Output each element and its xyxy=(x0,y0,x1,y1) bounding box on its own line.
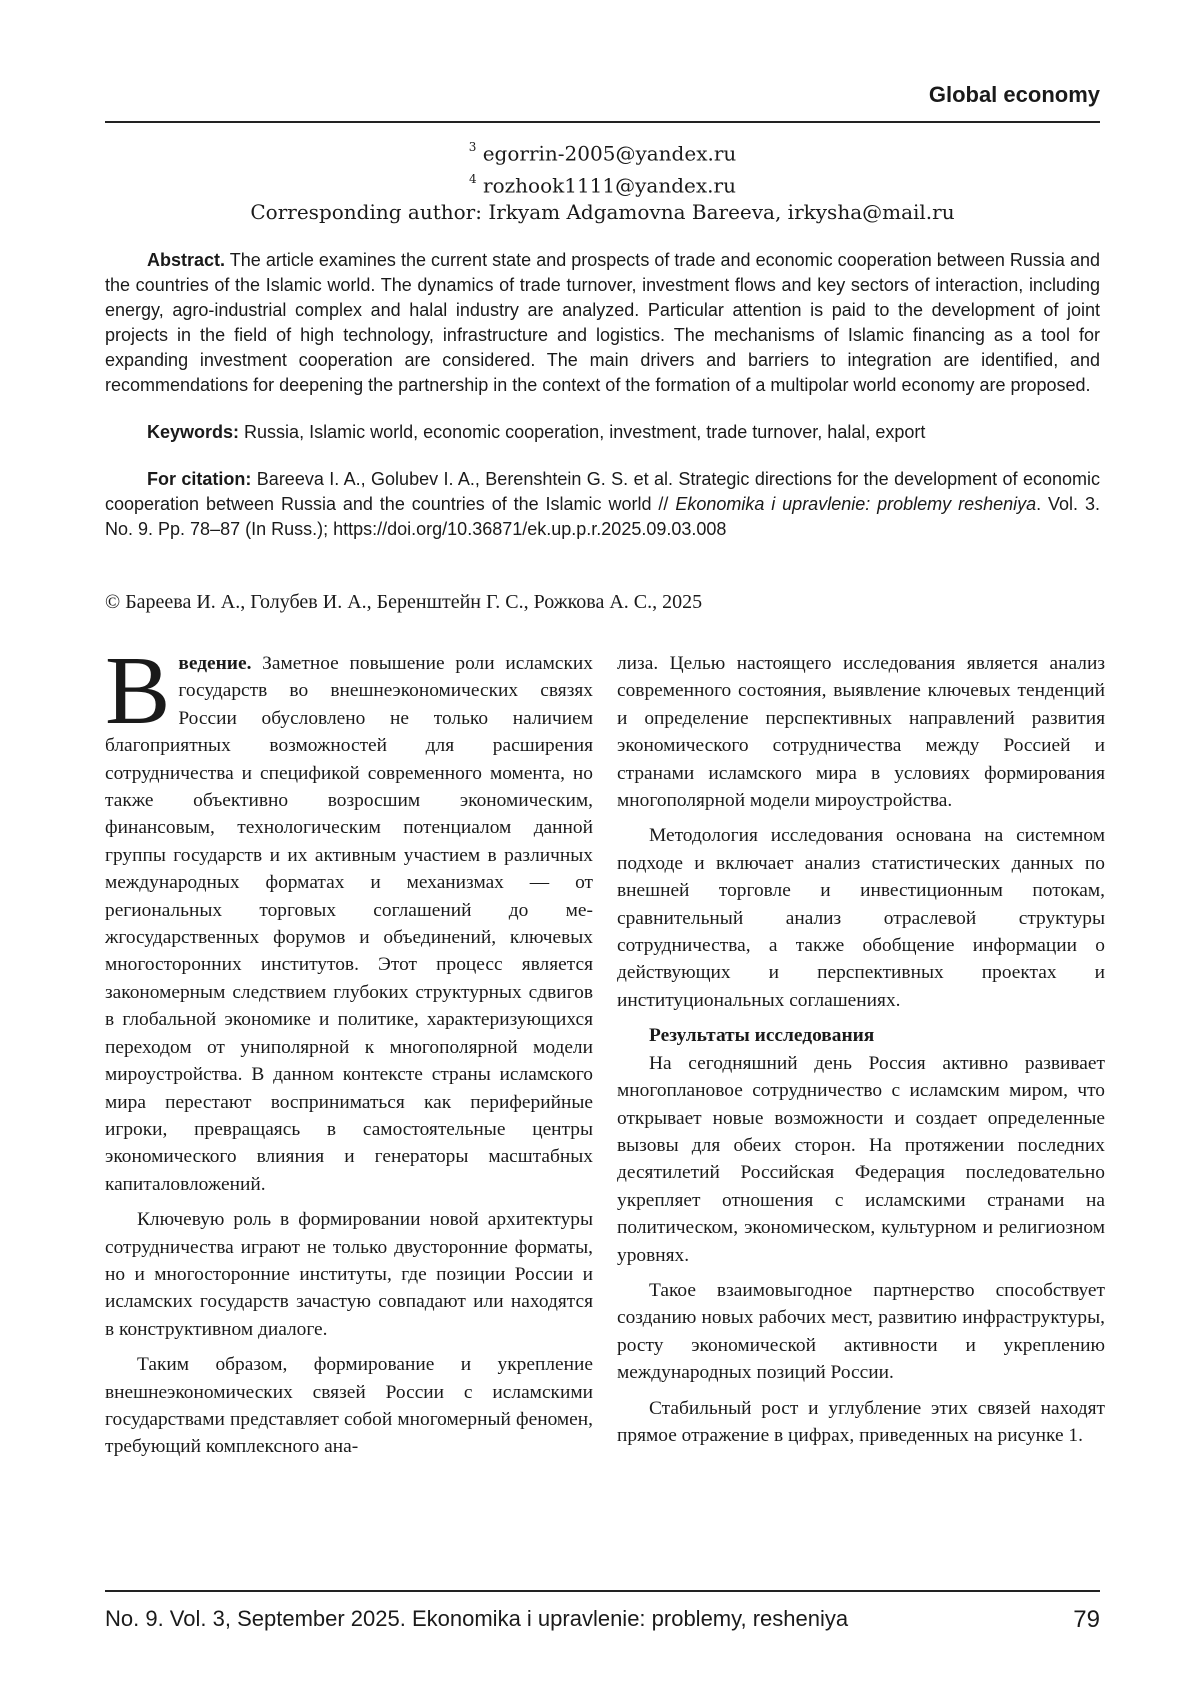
contact-block xyxy=(105,136,1100,226)
journal-info: No. 9. Vol. 3, September 2025. Ekonomika i upravlenie: problemy, resheniya xyxy=(105,1606,849,1631)
email-line-4 xyxy=(105,168,1100,200)
email-line-3 xyxy=(105,136,1100,168)
citation-text: Bareeva I. A., Golubev I. A., Berenshtein G. S. et al. Strategic directions for the development of economic cooperation between Russia and the countries of the Islamic world // xyxy=(105,469,1100,514)
abstract-text: The article examines the current state and prospects of trade and economic cooperation between Russia and the countries of the Islamic world. The dynamics of trade turnover, investment flows and key sectors of interaction, including energy, agro-industrial complex and halal industry are analyzed. Particular attention is paid to the development of joint projects in the field of high technology, infrastructure and logistics. The mechanisms of Islamic financing as a tool for expanding investment cooperation are considered. The main drivers and barriers to integration are identified, and recommendations for deepening the partnership in the context of the formation of a multipolar world economy are proposed. xyxy=(105,250,1100,395)
paragraph: Стабильный рост и углубление этих связей находят прямое отражение в цифрах, приведенных на рисунке 1. xyxy=(617,1397,1105,1446)
citation xyxy=(105,467,1100,542)
left-column xyxy=(105,637,593,1469)
footer-rule xyxy=(105,1590,1100,1592)
footnote-mark: 4 xyxy=(469,171,477,186)
corresponding-author: Corresponding author: Irkyam Adgamovna Bareeva, irkysha@mail.ru xyxy=(250,200,955,225)
abstract xyxy=(105,248,1100,398)
keywords-text: Russia, Islamic world, economic cooperation, investment, trade turnover, halal, export xyxy=(244,422,926,442)
citation-label: For citation: xyxy=(147,469,252,489)
abstract-label: Abstract. xyxy=(147,250,226,270)
header-rule xyxy=(105,121,1100,123)
email-address: egorrin-2005@yandex.ru xyxy=(482,141,737,166)
citation-journal: Ekonomika i upravlenie: problemy resheniya xyxy=(675,494,1037,514)
paragraph: Ключевую роль в формировании новой архитектуры сотрудничества играют не только двусторонние форматы, но и многосторонние институты, где позиции России и исламских государств зачастую совпадают или находятся в конструктивном диалоге. xyxy=(105,1209,593,1340)
keywords xyxy=(105,420,1100,445)
email-address: rozhook1111@yandex.ru xyxy=(483,173,736,198)
paragraph: Методология исследования основана на системном подходе и включает анализ статистических данных по внешней торговле и инвестиционным потокам, сравнительный анализ отраслевой структуры сотрудничества, а также обобщение информации о действующих и перспективных проектах и институциональных соглашениях. xyxy=(617,825,1105,1011)
keywords-label: Keywords: xyxy=(147,422,240,442)
paragraph: лиза. Целью настоящего исследования является анализ современного состояния, выявление ключевых тенденций и определение перспективных направлений развития экономического сотрудничества между Россией и странами исламского мира в условиях формирования многополярной модели мироустройства. xyxy=(617,653,1105,812)
intro-text: Заметное повышение роли исламских государств во внешнеэкономических связях России обусловлено не только наличием благоприятных возможностей для расширения сотрудничества и спецификой современного момента, но также объективно возросшим экономическим, финансовым, технологическим потенциалом данной группы государств и их активным участием в различных международных форматах и механизмах — от региональных торговых соглашений до межгосударственных форумов и объединений, ключевых многосторонних институтов. Этот процесс является закономерным следствием глубоких структурных сдвигов в глобальной экономике и политике, характеризующихся переходом от униполярной к многополярной модели мироустройства. В данном контексте страны исламского мира перестают восприниматься как периферийные игроки, превращаясь в самостоятельные центры экономического влияния и генераторы масштабных капиталовложений. xyxy=(105,653,593,1195)
intro-lead: ведение. xyxy=(178,653,252,674)
citation-details: . Vol. 3. No. 9. Pp. 78–87 (In Russ.); https://doi.org/10.36871/ek.up.p.r.2025.09.03.008 xyxy=(105,494,1100,539)
right-column xyxy=(617,650,1105,1457)
footnote-mark: 3 xyxy=(468,140,477,154)
paragraph: Таким образом, формирование и укрепление внешнеэкономических связей России с исламскими государствами представляет собой многомерный феномен, требующий комплексного ана- xyxy=(105,1354,593,1458)
copyright: © Бареева И. А., Голубев И. А., Беренштейн Г. С., Рожкова А. С., 2025 xyxy=(105,591,703,613)
paragraph: На сегодняшний день Россия активно развивает многоплановое сотрудничество с исламским миром, что открывает новые возможности и создает определенные вызовы для обеих сторон. На протяжении последних десятилетий Российская Федерация последовательно укрепляет отношения с исламскими странами на политическом, экономическом, культурном и религиозном уровнях. xyxy=(617,1052,1105,1266)
results-heading: Результаты исследования xyxy=(649,1025,875,1047)
paragraph: Такое взаимовыгодное партнерство способствует созданию новых рабочих мест, развитию инфраструктуры, росту экономической активности и укреплению международных позиций России. xyxy=(617,1279,1105,1384)
page-number: 79 xyxy=(1073,1606,1100,1633)
intro-paragraph xyxy=(105,637,593,1198)
section-title: Global economy xyxy=(928,82,1100,107)
drop-cap: В xyxy=(105,637,171,745)
page-footer xyxy=(105,1606,1100,1634)
